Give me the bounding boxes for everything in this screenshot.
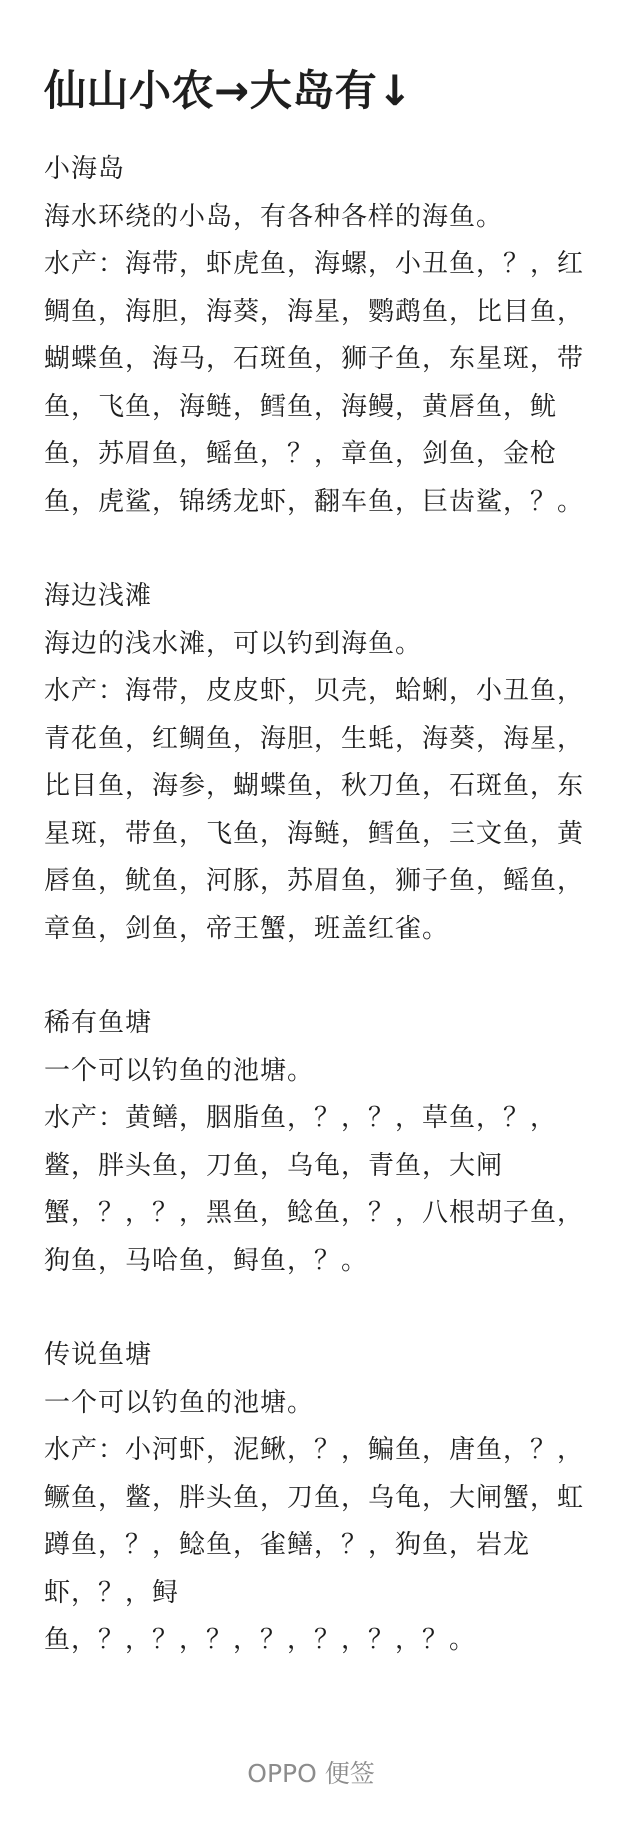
- app-watermark: OPPO 便签: [247, 1759, 375, 1788]
- note-content: [44, 62, 584, 1665]
- note-title: 仙山小农→大岛有↓: [44, 66, 413, 115]
- section-heading: 海边浅滩: [44, 581, 153, 611]
- section-description: 海水环绕的小岛，有各种各样的海鱼。: [44, 201, 504, 232]
- section-legend-pond: [44, 1332, 584, 1665]
- section-description: 一个可以钓鱼的池塘。: [44, 1387, 315, 1418]
- section-heading: 小海岛: [44, 154, 126, 184]
- section-heading: 稀有鱼塘: [44, 1008, 153, 1038]
- section-products: 水产：黄鳝，胭脂鱼，？，？，草鱼，？，鳖，胖头鱼，刀鱼，乌龟，青鱼，大闸蟹，？，？，黑鱼，鲶鱼，？，八根胡子鱼，狗鱼，马哈鱼，鲟鱼，？。: [44, 1103, 585, 1276]
- section-products: 水产：小河虾，泥鳅，？，鳊鱼，唐鱼，？，鳜鱼，鳖，胖头鱼，刀鱼，乌龟，大闸蟹，虹蹲鱼，？，鲶鱼，雀鳝，？，狗鱼，岩龙虾，？，鲟鱼，？，？，？，？，？，？，？。: [44, 1435, 585, 1655]
- section-rare-pond: [44, 1000, 584, 1285]
- section-beach-shallows: [44, 573, 584, 953]
- section-description: 一个可以钓鱼的池塘。: [44, 1055, 315, 1086]
- section-small-island: [44, 146, 584, 526]
- section-heading: 传说鱼塘: [44, 1340, 153, 1370]
- section-products: 水产：海带，虾虎鱼，海螺，小丑鱼，？，红鲷鱼，海胆，海葵，海星，鹦鹉鱼，比目鱼，蝴蝶鱼，海马，石斑鱼，狮子鱼，东星斑，带鱼，飞鱼，海鲢，鳕鱼，海鳗，黄唇鱼，鱿鱼，苏眉鱼，鳐鱼，？，章鱼，剑鱼，金枪鱼，虎鲨，锦绣龙虾，翻车鱼，巨齿鲨，？。: [44, 249, 585, 517]
- section-description: 海边的浅水滩，可以钓到海鱼。: [44, 628, 423, 659]
- section-products: 水产：海带，皮皮虾，贝壳，蛤蜊，小丑鱼，青花鱼，红鲷鱼，海胆，生蚝，海葵，海星，比目鱼，海参，蝴蝶鱼，秋刀鱼，石斑鱼，东星斑，带鱼，飞鱼，海鲢，鳕鱼，三文鱼，黄唇鱼，鱿鱼，河豚，苏眉鱼，狮子鱼，鳐鱼，章鱼，剑鱼，帝王蟹，班盖红雀。: [44, 676, 585, 944]
